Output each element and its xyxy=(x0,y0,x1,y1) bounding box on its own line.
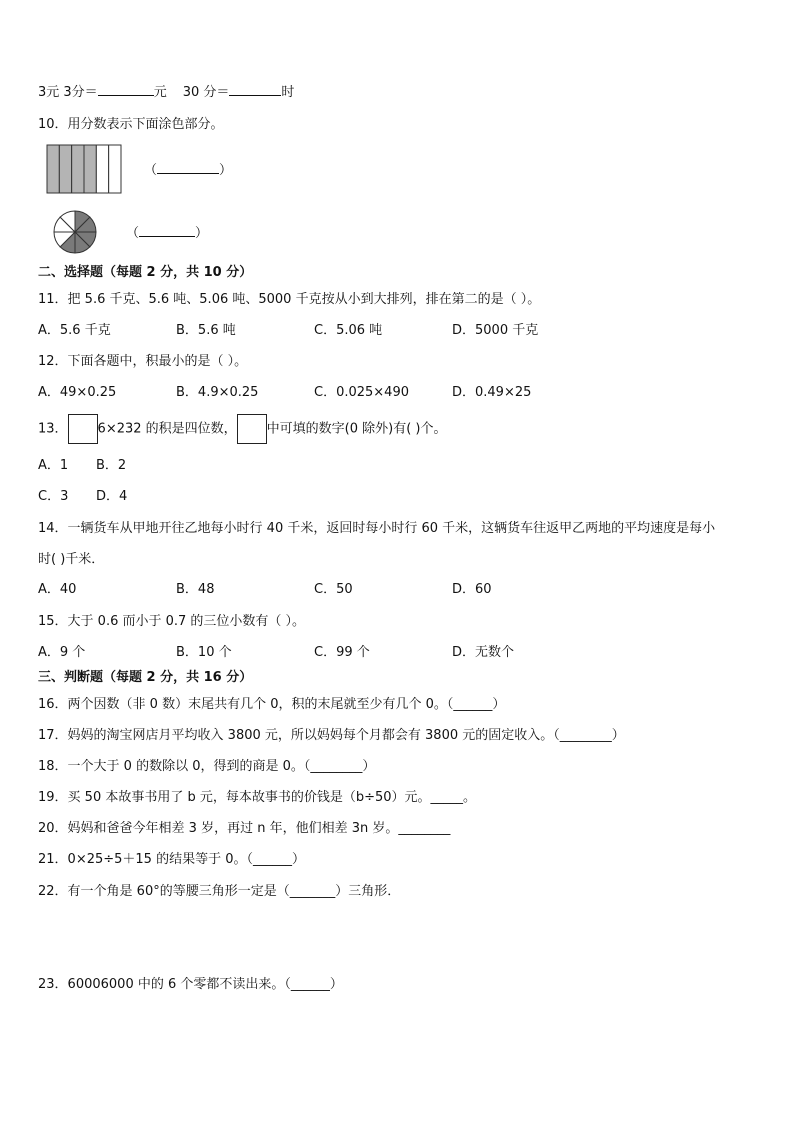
q22: 22．有一个角是 60°的等腰三角形一定是（_______）三角形． xyxy=(38,884,401,899)
q13-option-c[interactable]: C．3 xyxy=(38,489,69,504)
q13-digit-box-2[interactable] xyxy=(237,414,267,444)
q19: 19．买 50 本故事书用了 b 元，每本故事书的价钱是（b÷50）元。_____。 xyxy=(38,790,477,805)
q11-stem: 11．把 5.6 千克、5.6 吨、5.06 吨、5000 千克按从小到大排列，排在第二的是（ ）。 xyxy=(38,292,541,307)
q15-option-b[interactable]: B．10 个 xyxy=(176,645,232,660)
q10-blank-1[interactable] xyxy=(157,161,219,174)
q12-option-c[interactable]: C．0.025×490 xyxy=(314,385,409,400)
q18: 18．一个大于 0 的数除以 0，得到的商是 0。（________） xyxy=(38,759,376,774)
paren-close: ） xyxy=(195,226,209,241)
q12-option-b[interactable]: B．4.9×0.25 xyxy=(176,385,259,400)
q9-part-d: 时 xyxy=(281,85,295,100)
q16: 16．两个因数（非 0 数）末尾共有几个 0，积的末尾就至少有几个 0。（______） xyxy=(38,697,506,712)
q20: 20．妈妈和爸爸今年相差 3 岁，再过 n 年，他们相差 3n 岁。________ xyxy=(38,821,451,836)
paren-close: ） xyxy=(219,163,233,178)
q14-option-b[interactable]: B．48 xyxy=(176,582,215,597)
section3-title: 三、判断题（每题 2 分，共 16 分） xyxy=(38,670,253,685)
q21: 21．0×25÷5＋15 的结果等于 0。（______） xyxy=(38,852,305,867)
q13-stem xyxy=(38,414,446,445)
q11-option-a[interactable]: A．5.6 千克 xyxy=(38,323,111,338)
rectangle-part xyxy=(84,145,96,193)
q10-blank-2[interactable] xyxy=(139,224,195,237)
q10-circle-figure xyxy=(52,209,98,255)
rectangle-part xyxy=(47,145,59,193)
rectangle-part xyxy=(109,145,121,193)
q10-rectangle-figure xyxy=(46,144,122,194)
q15-stem: 15．大于 0.6 而小于 0.7 的三位小数有（ ）。 xyxy=(38,614,306,629)
rectangle-part xyxy=(96,145,108,193)
q13-number: 13． xyxy=(38,421,68,437)
q10-answer-2 xyxy=(126,224,208,243)
q12-option-d[interactable]: D．0.49×25 xyxy=(452,385,532,400)
q10-answer-1 xyxy=(144,161,232,180)
paren-open: （ xyxy=(126,226,140,241)
q17: 17．妈妈的淘宝网店月平均收入 3800 元，所以妈妈每个月都会有 3800 元的固定收入。（________） xyxy=(38,728,625,743)
q14-option-c[interactable]: C．50 xyxy=(314,582,353,597)
q14-stem-line1: 14．一辆货车从甲地开往乙地每小时行 40 千米，返回时每小时行 60 千米，这辆货车往返甲乙两地的平均速度是每小 xyxy=(38,521,716,536)
q12-stem: 12．下面各题中，积最小的是（ ）。 xyxy=(38,354,248,369)
q15-option-a[interactable]: A．9 个 xyxy=(38,645,86,660)
q12-option-a[interactable]: A．49×0.25 xyxy=(38,385,117,400)
q9-part-c: 30 分＝ xyxy=(182,85,230,100)
q14-option-d[interactable]: D．60 xyxy=(452,582,492,597)
q23: 23．60006000 中的 6 个零都不读出来。（______） xyxy=(38,977,343,992)
rectangle-part xyxy=(59,145,71,193)
q15-option-c[interactable]: C．99 个 xyxy=(314,645,370,660)
q13-digit-box-1[interactable] xyxy=(68,414,98,444)
q9-tail xyxy=(38,83,294,102)
q14-option-a[interactable]: A．40 xyxy=(38,582,77,597)
q9-blank-1[interactable] xyxy=(98,83,154,96)
q15-option-d[interactable]: D．无数个 xyxy=(452,645,515,660)
q13-mid: 6×232 的积是四位数， xyxy=(97,421,237,437)
q9-part-b: 元 xyxy=(153,85,167,100)
q10-stem: 10．用分数表示下面涂色部分。 xyxy=(38,117,224,132)
section2-title: 二、选择题（每题 2 分，共 10 分） xyxy=(38,265,253,280)
q11-option-b[interactable]: B．5.6 吨 xyxy=(176,323,236,338)
q13-suffix: 中可填的数字(0 除外)有( )个。 xyxy=(266,421,447,437)
q11-option-c[interactable]: C．5.06 吨 xyxy=(314,323,383,338)
q14-stem-line2: 时( )千米． xyxy=(38,552,105,567)
paren-open: （ xyxy=(144,163,158,178)
q13-option-b[interactable]: B．2 xyxy=(96,458,127,473)
q13-option-d[interactable]: D．4 xyxy=(96,489,128,504)
q9-part-a: 3元 3分＝ xyxy=(38,85,98,100)
q13-option-a[interactable]: A．1 xyxy=(38,458,69,473)
q11-option-d[interactable]: D．5000 千克 xyxy=(452,323,539,338)
rectangle-part xyxy=(72,145,84,193)
q9-blank-2[interactable] xyxy=(229,83,281,96)
